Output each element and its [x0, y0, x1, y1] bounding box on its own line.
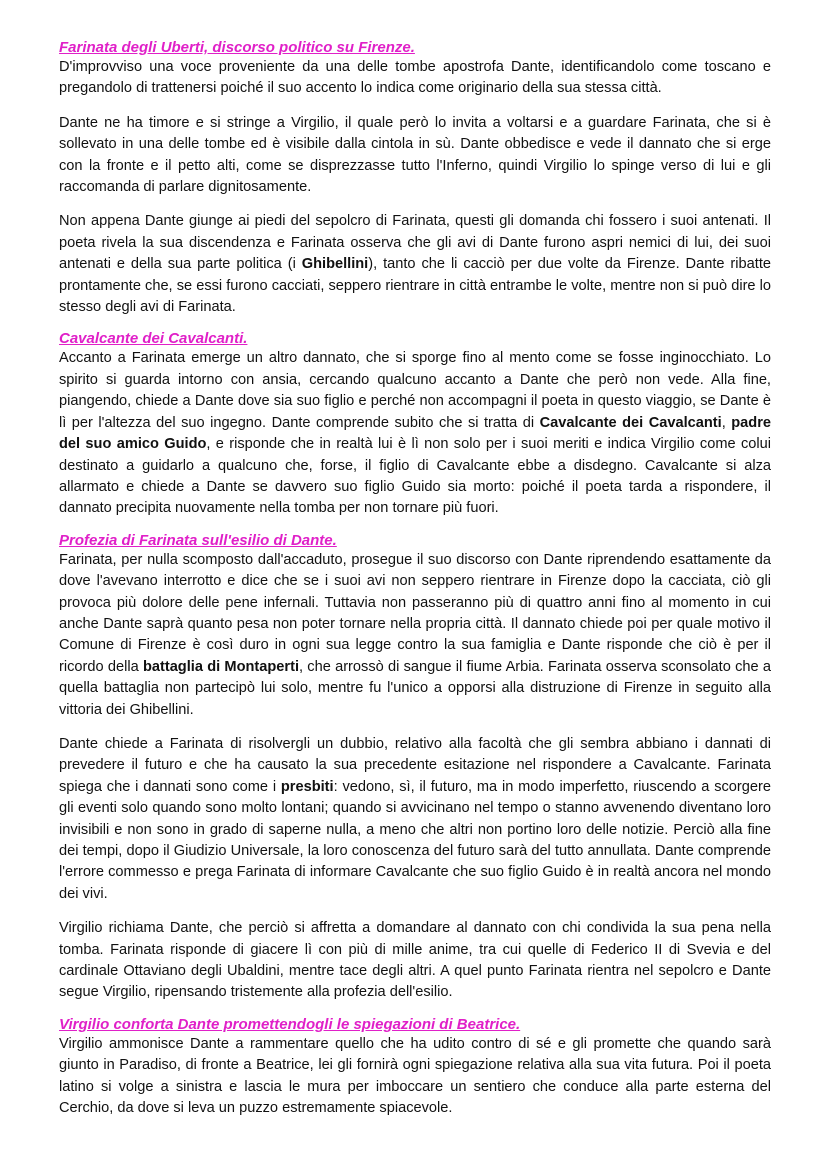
text-run: Dante ne ha timore e si stringe a Virgilio, il quale però lo invita a voltarsi e a guardare Farinata, che si è sollevato in una delle tombe ed è visibile dalla cintola in sù. Dante obbedisce e vede il dannato che si erge con la fronte e il petto alti, come se disprezzasse tutto l'Inferno, quindi Virgilio lo spinge verso di lui e gli raccomanda di parlare dignitosamente.: [59, 114, 771, 196]
bold-term: presbiti: [280, 778, 334, 795]
bold-term: Cavalcante dei Cavalcanti: [539, 414, 722, 431]
document-page: [59, 38, 771, 1119]
paragraph: [59, 734, 771, 905]
text-run: Accanto a Farinata emerge un altro dannato, che si sporge fino al mento come se fosse inginocchiato. Lo spirito si guarda intorno con ansia, cercando qualcuno accanto a Dante che però non vede. Alla fine, piangendo, chiede a Dante dove sia suo figlio e perché non accompagni il poeta in questo viaggio, se Dante è lì per l'altezza del suo ingegno. Dante comprende subito che si tratta di: [59, 350, 771, 431]
text-run: Non appena Dante giunge ai piedi del sepolcro di Farinata, questi gli domanda chi fossero i suoi antenati. Il poeta rivela la sua discendenza e Farinata osserva che gli avi di Dante furono aspri nemici di lui, dei suoi antenati e della sua parte politica (i: [59, 213, 771, 273]
section-title: Profezia di Farinata sull'esilio di Dante.: [59, 531, 337, 549]
section-profezia: [59, 531, 771, 1004]
text-run: , e risponde che in realtà lui è lì non solo per i suoi meriti e indica Virgilio come colui destinato a guidarlo a qualcuno che, forse, il figlio di Cavalcante ebbe a disdegno. Cavalcante si alza allarmato e chiede a Dante se davvero suo figlio Guido sia morto: poiché il poeta tarda a rispondere, il dannato precipita nuovamente nella tomba per non tornare più fuori.: [59, 436, 771, 517]
section-farinata-politica: [59, 38, 771, 318]
text-run: ), tanto che li cacciò per due volte da Firenze. Dante ribatte prontamente che, se essi furono cacciati, seppero rientrare in città entrambe le volte, mentre non si può dire lo stesso degli avi di Farinata.: [59, 256, 771, 316]
text-run: Virgilio richiama Dante, che perciò si affretta a domandare al dannato con chi condivida la sua pena nella tomba. Farinata risponde di giacere lì con più di mille anime, tra cui quelle di Federico II di Svevia e del cardinale Ottaviano degli Ubaldini, mentre tace degli altri. A quel punto Farinata rientra nel sepolcro e Dante segue Virgilio, ripensando tristemente alla profezia dell'esilio.: [59, 920, 771, 1001]
text-run: Farinata, per nulla scomposto dall'accaduto, prosegue il suo discorso con Dante riprendendo esattamente da dove l'avevano interrotto e dice che se i suoi avi non seppero rientrare in Firenze dopo la cacciata, ciò gli provoca più dolore delle pene infernali. Tuttavia non passeranno più di quattro anni fino al momento in cui anche Dante saprà quanto pesa non poter tornare nella propria città. Il dannato chiede poi per quale motivo il Comune di Firenze è così duro in ogni sua legge contro la sua famiglia e Dante risponde che ciò è per il ricordo della: [59, 551, 771, 675]
paragraph: [59, 550, 771, 721]
paragraph: [59, 211, 771, 318]
paragraph: [59, 57, 771, 100]
text-run: : vedono, sì, il futuro, ma in modo imperfetto, riuscendo a scorgere gli eventi solo quando sono molto lontani; quando si avvicinano nel tempo o stanno avvenendo diventano loro invisibili e non sono in grado di saperne nulla, a meno che altri non portino loro delle notizie. Perciò alla fine dei tempi, dopo il Giudizio Universale, la loro conoscenza del futuro sarà del tutto annullata. Dante comprende l'errore commesso e prega Farinata di informare Cavalcante che suo figlio Guido è in realtà ancora nel mondo dei vivi.: [59, 778, 771, 902]
text-run: Dante chiede a Farinata di risolvergli un dubbio, relativo alla facoltà che gli sembra abbiano i dannati di prevedere il futuro e che ha causato la sua precedente esitazione nel rispondere a Cavalcante. Farinata spiega che i dannati sono come i: [59, 735, 771, 795]
paragraph: [59, 113, 771, 199]
section-virgilio-conforta: [59, 1015, 771, 1120]
text-run: D'improvviso una voce proveniente da una delle tombe apostrofa Dante, identificandolo come toscano e pregandolo di trattenersi poiché il suo accento lo indica come originario della sua stessa città.: [59, 59, 771, 97]
section-title: Farinata degli Uberti, discorso politico su Firenze.: [59, 39, 415, 56]
text-run: , che arrossò di sangue il fiume Arbia. Farinata osserva sconsolato che a quella battaglia non partecipò lui solo, mentre fu l'unico a opporsi alla distruzione di Firenze in seguito alla vittoria dei Ghibellini.: [59, 658, 771, 718]
paragraph: [59, 918, 771, 1004]
bold-term: padre del suo amico Guido: [59, 414, 772, 453]
bold-term: battaglia di Montaperti: [142, 658, 299, 675]
text-run: Virgilio ammonisce Dante a rammentare quello che ha udito contro di sé e gli promette che quando sarà giunto in Paradiso, di fronte a Beatrice, lei gli fornirà ogni spiegazione relativa alla sua vita futura. Poi il poeta latino si volge a sinistra e lascia le mura per imboccare un sentiero che conduce alla parte esterna del Cerchio, da dove si leva un puzzo estremamente spiacevole.: [59, 1035, 771, 1117]
paragraph: [59, 348, 771, 519]
section-title: Cavalcante dei Cavalcanti.: [59, 330, 248, 348]
bold-term: Ghibellini: [301, 256, 369, 273]
text-run: ,: [721, 414, 732, 431]
paragraph: [59, 1034, 771, 1120]
section-title: Virgilio conforta Dante promettendogli le spiegazioni di Beatrice.: [59, 1015, 521, 1033]
section-cavalcante: [59, 329, 771, 519]
